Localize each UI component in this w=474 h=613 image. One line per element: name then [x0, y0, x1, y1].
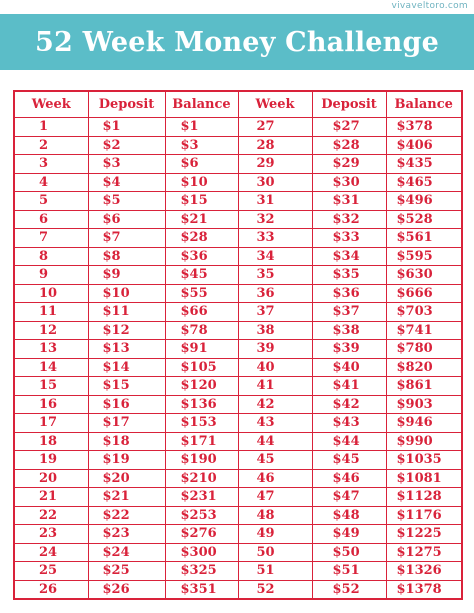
balance-cell: $120 — [165, 377, 238, 396]
deposit-cell: $27 — [312, 118, 386, 137]
week-cell: 4 — [14, 173, 88, 192]
deposit-cell: $24 — [88, 543, 165, 562]
week-cell: 41 — [238, 377, 312, 396]
deposit-cell: $13 — [88, 340, 165, 359]
balance-cell: $15 — [165, 192, 238, 211]
deposit-cell: $45 — [312, 451, 386, 470]
week-cell: 18 — [14, 432, 88, 451]
deposit-cell: $39 — [312, 340, 386, 359]
week-cell: 38 — [238, 321, 312, 340]
table-row — [14, 525, 462, 544]
table-row — [14, 451, 462, 470]
deposit-cell: $9 — [88, 266, 165, 285]
balance-cell: $946 — [386, 414, 462, 433]
deposit-cell: $18 — [88, 432, 165, 451]
deposit-cell: $52 — [312, 580, 386, 599]
balance-cell: $861 — [386, 377, 462, 396]
balance-cell: $703 — [386, 303, 462, 322]
deposit-cell: $4 — [88, 173, 165, 192]
table-row — [14, 506, 462, 525]
table-header-row — [14, 91, 462, 118]
balance-cell: $325 — [165, 562, 238, 581]
deposit-cell: $17 — [88, 414, 165, 433]
week-cell: 43 — [238, 414, 312, 433]
deposit-cell: $14 — [88, 358, 165, 377]
table-row — [14, 210, 462, 229]
balance-cell: $780 — [386, 340, 462, 359]
week-cell: 23 — [14, 525, 88, 544]
table-row — [14, 358, 462, 377]
header-week-2: Week — [238, 91, 312, 118]
week-cell: 49 — [238, 525, 312, 544]
site-watermark: vivaveltoro.com — [391, 1, 468, 11]
balance-cell: $351 — [165, 580, 238, 599]
header-week: Week — [14, 91, 88, 118]
deposit-cell: $41 — [312, 377, 386, 396]
table-row — [14, 340, 462, 359]
balance-cell: $820 — [386, 358, 462, 377]
week-cell: 30 — [238, 173, 312, 192]
week-cell: 14 — [14, 358, 88, 377]
week-cell: 17 — [14, 414, 88, 433]
table-row — [14, 321, 462, 340]
table-row — [14, 303, 462, 322]
table-row — [14, 118, 462, 137]
deposit-cell: $38 — [312, 321, 386, 340]
deposit-cell: $44 — [312, 432, 386, 451]
week-cell: 51 — [238, 562, 312, 581]
deposit-cell: $5 — [88, 192, 165, 211]
week-cell: 19 — [14, 451, 88, 470]
week-cell: 31 — [238, 192, 312, 211]
week-cell: 10 — [14, 284, 88, 303]
week-cell: 6 — [14, 210, 88, 229]
week-cell: 8 — [14, 247, 88, 266]
deposit-cell: $32 — [312, 210, 386, 229]
week-cell: 26 — [14, 580, 88, 599]
header-deposit: Deposit — [88, 91, 165, 118]
balance-cell: $171 — [165, 432, 238, 451]
week-cell: 28 — [238, 136, 312, 155]
balance-cell: $435 — [386, 155, 462, 174]
week-cell: 48 — [238, 506, 312, 525]
week-cell: 11 — [14, 303, 88, 322]
balance-cell: $1035 — [386, 451, 462, 470]
balance-cell: $1378 — [386, 580, 462, 599]
deposit-cell: $30 — [312, 173, 386, 192]
balance-cell: $105 — [165, 358, 238, 377]
balance-cell: $1 — [165, 118, 238, 137]
table-row — [14, 377, 462, 396]
balance-cell: $378 — [386, 118, 462, 137]
balance-cell: $210 — [165, 469, 238, 488]
balance-cell: $45 — [165, 266, 238, 285]
deposit-cell: $20 — [88, 469, 165, 488]
week-cell: 16 — [14, 395, 88, 414]
week-cell: 42 — [238, 395, 312, 414]
week-cell: 47 — [238, 488, 312, 507]
table-row — [14, 469, 462, 488]
title-banner — [0, 14, 474, 70]
deposit-cell: $2 — [88, 136, 165, 155]
week-cell: 45 — [238, 451, 312, 470]
balance-cell: $91 — [165, 340, 238, 359]
header-balance-2: Balance — [386, 91, 462, 118]
table-row — [14, 414, 462, 433]
deposit-cell: $12 — [88, 321, 165, 340]
balance-cell: $253 — [165, 506, 238, 525]
deposit-cell: $37 — [312, 303, 386, 322]
balance-cell: $1275 — [386, 543, 462, 562]
deposit-cell: $10 — [88, 284, 165, 303]
deposit-cell: $51 — [312, 562, 386, 581]
deposit-cell: $47 — [312, 488, 386, 507]
balance-cell: $300 — [165, 543, 238, 562]
table-row — [14, 562, 462, 581]
week-cell: 20 — [14, 469, 88, 488]
deposit-cell: $22 — [88, 506, 165, 525]
deposit-cell: $11 — [88, 303, 165, 322]
balance-cell: $666 — [386, 284, 462, 303]
week-cell: 12 — [14, 321, 88, 340]
balance-cell: $231 — [165, 488, 238, 507]
deposit-cell: $26 — [88, 580, 165, 599]
week-cell: 36 — [238, 284, 312, 303]
week-cell: 21 — [14, 488, 88, 507]
week-cell: 32 — [238, 210, 312, 229]
page-title: 52 Week Money Challenge — [35, 26, 439, 58]
week-cell: 46 — [238, 469, 312, 488]
deposit-cell: $43 — [312, 414, 386, 433]
balance-cell: $190 — [165, 451, 238, 470]
week-cell: 5 — [14, 192, 88, 211]
deposit-cell: $50 — [312, 543, 386, 562]
week-cell: 50 — [238, 543, 312, 562]
week-cell: 39 — [238, 340, 312, 359]
week-cell: 24 — [14, 543, 88, 562]
balance-cell: $990 — [386, 432, 462, 451]
balance-cell: $741 — [386, 321, 462, 340]
table-row — [14, 432, 462, 451]
deposit-cell: $35 — [312, 266, 386, 285]
week-cell: 22 — [14, 506, 88, 525]
balance-cell: $10 — [165, 173, 238, 192]
table-row — [14, 580, 462, 599]
deposit-cell: $19 — [88, 451, 165, 470]
table-row — [14, 173, 462, 192]
week-cell: 35 — [238, 266, 312, 285]
table-row — [14, 229, 462, 248]
deposit-cell: $7 — [88, 229, 165, 248]
deposit-cell: $1 — [88, 118, 165, 137]
deposit-cell: $25 — [88, 562, 165, 581]
balance-cell: $903 — [386, 395, 462, 414]
deposit-cell: $40 — [312, 358, 386, 377]
balance-cell: $6 — [165, 155, 238, 174]
table-row — [14, 192, 462, 211]
balance-cell: $465 — [386, 173, 462, 192]
header-balance: Balance — [165, 91, 238, 118]
header-deposit-2: Deposit — [312, 91, 386, 118]
deposit-cell: $8 — [88, 247, 165, 266]
week-cell: 27 — [238, 118, 312, 137]
balance-cell: $595 — [386, 247, 462, 266]
table-row — [14, 488, 462, 507]
week-cell: 3 — [14, 155, 88, 174]
week-cell: 25 — [14, 562, 88, 581]
balance-cell: $528 — [386, 210, 462, 229]
deposit-cell: $29 — [312, 155, 386, 174]
deposit-cell: $31 — [312, 192, 386, 211]
deposit-cell: $49 — [312, 525, 386, 544]
week-cell: 13 — [14, 340, 88, 359]
balance-cell: $136 — [165, 395, 238, 414]
deposit-cell: $42 — [312, 395, 386, 414]
table-row — [14, 136, 462, 155]
deposit-cell: $46 — [312, 469, 386, 488]
deposit-cell: $15 — [88, 377, 165, 396]
week-cell: 7 — [14, 229, 88, 248]
challenge-table — [13, 90, 463, 600]
table-row — [14, 284, 462, 303]
week-cell: 44 — [238, 432, 312, 451]
week-cell: 15 — [14, 377, 88, 396]
week-cell: 2 — [14, 136, 88, 155]
deposit-cell: $3 — [88, 155, 165, 174]
week-cell: 1 — [14, 118, 88, 137]
balance-cell: $1128 — [386, 488, 462, 507]
week-cell: 52 — [238, 580, 312, 599]
balance-cell: $36 — [165, 247, 238, 266]
balance-cell: $28 — [165, 229, 238, 248]
week-cell: 40 — [238, 358, 312, 377]
balance-cell: $78 — [165, 321, 238, 340]
week-cell: 33 — [238, 229, 312, 248]
deposit-cell: $36 — [312, 284, 386, 303]
deposit-cell: $21 — [88, 488, 165, 507]
balance-cell: $1326 — [386, 562, 462, 581]
balance-cell: $496 — [386, 192, 462, 211]
week-cell: 37 — [238, 303, 312, 322]
deposit-cell: $34 — [312, 247, 386, 266]
balance-cell: $276 — [165, 525, 238, 544]
balance-cell: $3 — [165, 136, 238, 155]
balance-cell: $1225 — [386, 525, 462, 544]
table-row — [14, 395, 462, 414]
deposit-cell: $23 — [88, 525, 165, 544]
balance-cell: $561 — [386, 229, 462, 248]
balance-cell: $1081 — [386, 469, 462, 488]
balance-cell: $406 — [386, 136, 462, 155]
deposit-cell: $28 — [312, 136, 386, 155]
table-row — [14, 543, 462, 562]
week-cell: 9 — [14, 266, 88, 285]
balance-cell: $153 — [165, 414, 238, 433]
balance-cell: $630 — [386, 266, 462, 285]
week-cell: 29 — [238, 155, 312, 174]
balance-cell: $1176 — [386, 506, 462, 525]
balance-cell: $21 — [165, 210, 238, 229]
balance-cell: $55 — [165, 284, 238, 303]
table-row — [14, 155, 462, 174]
week-cell: 34 — [238, 247, 312, 266]
deposit-cell: $33 — [312, 229, 386, 248]
deposit-cell: $6 — [88, 210, 165, 229]
balance-cell: $66 — [165, 303, 238, 322]
table-row — [14, 247, 462, 266]
deposit-cell: $16 — [88, 395, 165, 414]
table-row — [14, 266, 462, 285]
deposit-cell: $48 — [312, 506, 386, 525]
